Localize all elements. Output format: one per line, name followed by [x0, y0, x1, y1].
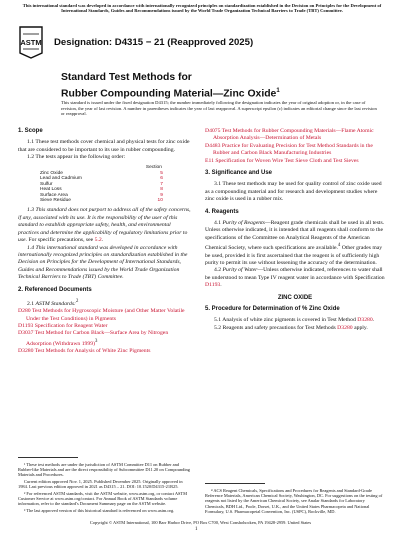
footnote: ³ The last approved version of this historical standard is referenced on www.astm.org. — [24, 508, 175, 514]
link-d3280[interactable]: D3280 — [357, 317, 373, 324]
toc-header: Section — [145, 164, 162, 170]
reference-link[interactable]: D3280 — [18, 348, 34, 355]
paragraph-3-1: 3.1 These test methods may be used for quality control of zinc oxide used as a compounding material and for research and development studies where zinc oxide is used in a rubber mix. — [205, 181, 382, 203]
title-line-1: Standard Test Methods for — [61, 72, 192, 83]
toc-row: Heat Loss 8 — [40, 187, 163, 193]
link-5-2[interactable]: 5.2 — [94, 237, 102, 244]
reference-item: D280 Test Methods for Hygroscopic Moisture (and Other Matter Volatile Under the Test Conditions) in Pigments — [18, 308, 185, 322]
paragraph-4-1: 4.1 Purity of Reagents—Reagent grade chemicals shall be used in all tests. Unless otherwise indicated, it is intended that all reagents shall conform to the specifications of the Committee on Analytical Reagents of the American Chemical Society, where such specifications are available.$^4$ Other grades may be used, provided it is first ascertained that the reagent is of sufficiently high purity to permit its use without lessening the accuracy of the determination. — [205, 220, 385, 266]
footnote: ² For referenced ASTM standards, visit the ASTM website, www.astm.org, or contact ASTM Customer Service at www.astm.org/contact. For Annual Book of ASTM Standards volume information, refer to the standard's Document Summary page on the ASTM website. — [18, 491, 188, 507]
reference-link[interactable]: D3037 — [18, 330, 34, 337]
reference-item: D3280 Test Methods for Analysis of White Zinc Pigments — [18, 348, 151, 355]
reference-link[interactable]: D4075 — [205, 128, 221, 134]
document-title — [61, 72, 280, 100]
paragraph-5-1: 5.1 Analysis of white zinc pigments is covered in Test Method D3280. — [214, 317, 375, 324]
footnote-divider — [205, 483, 265, 484]
copyright-footer: Copyright © ASTM International, 100 Barr Harbor Drive, PO Box C700, West Conshohocken, PA 19428-2959. United States — [89, 520, 312, 525]
footnote: Current edition approved Nov. 1, 2025. Published December 2025. Originally approved in 1984. Last previous edition approved in 2021 as D4315 – 21. DOI: 10.1520/D4315-21R25. — [18, 479, 183, 490]
reference-link[interactable]: E11 — [205, 157, 214, 164]
procedure-heading: 5. Procedure for Determination of % Zinc Oxide — [205, 306, 340, 313]
toc-row: Sieve Residue 10 — [40, 198, 163, 204]
reference-item: D4483 Practice for Evaluating Precision for Test Method Standards in the Rubber and Carbon Black Manufacturing Industries — [205, 142, 373, 157]
tests-order-table — [40, 164, 163, 204]
reagents-heading: 4. Reagents — [205, 208, 239, 215]
reference-link[interactable]: D1193 — [18, 323, 34, 330]
paragraph-4-2: 4.2 Purity of Water—Unless otherwise indicated, references to water shall be understood to mean Type IV reagent water in accordance with Specification D1193. — [205, 267, 385, 289]
link-d3280[interactable]: D3280 — [337, 324, 353, 331]
footnote: ⁴ ACS Reagent Chemicals, Specifications and Procedures for Reagents and Standard-Grade Reference Materials, American Chemical Society, Washington, DC. For suggestions on the testing of reagents not listed by the American Chemical Society, see Analar Standards for Laboratory Chemicals, BDH Ltd., Poole, Dorset, U.K., and the United States Pharmacopeia and National Formulary, U.S. Pharmacopeial Convention, Inc. (USPC), Rockville, MD. — [205, 488, 383, 514]
paragraph-1-2: 1.2 The tests appear in the following order: — [27, 154, 126, 161]
footnote-divider — [18, 457, 78, 458]
reference-item: D4075 Test Methods for Rubber Compounding Materials—Flame Atomic Absorption Analysis—Determination of Metals — [205, 128, 374, 142]
reference-link[interactable]: D280 — [18, 308, 31, 315]
reference-item: E11 Specification for Woven Wire Test Sieve Cloth and Test Sieves — [205, 157, 359, 164]
international-standard-note: This international standard was developed in accordance with internationally recognized principles on standardization established in the Decision on Principles for the Development of International Standards, Guides and Recommendations issued by the World Trade Organization Technical Barriers to Trade (TBT) Committee. — [22, 3, 382, 14]
link-d1193[interactable]: D1193 — [205, 282, 221, 289]
reference-item: D1193 Specification for Reagent Water — [18, 323, 108, 330]
reference-link[interactable]: D4483 — [205, 142, 221, 149]
paragraph-1-3: 1.3 This standard does not purport to address all of the safety concerns, if any, associated with its use. It is the responsibility of the user of this standard to establish appropriate safety, health, and environmental practices and determine the applicability of regulatory limitations prior to use. For specific precautions, see 5.2. — [18, 207, 191, 244]
toc-row: Sulfur 7 — [40, 181, 163, 187]
footnotes-right — [205, 488, 385, 516]
paragraph-1-4: 1.4 This international standard was developed in accordance with internationally recognized principles on standardization established in the Decision on Principles for the Development of International Standards, Guides and Recommendations issued by the World Trade Organization Technical Barriers to Trade (TBT) Committee. — [18, 244, 188, 281]
footnote: ¹ These test methods are under the jurisdiction of ASTM Committee D11 on Rubber and Rubber-like Materials and are the direct responsibility of Subcommittee D11.20 on Compounding Materials and Procedures. — [18, 462, 190, 478]
footnotes-left — [18, 462, 193, 515]
left-column — [18, 128, 193, 356]
referenced-documents-heading: 2. Referenced Documents — [18, 286, 92, 293]
title-line-2: Rubber Compounding Material—Zinc Oxide$^1$ — [61, 87, 280, 99]
reference-item: D3037 Test Method for Carbon Black—Surface Area by Nitrogen Adsorption (Withdrawn 1999)$^3$ — [18, 330, 169, 347]
astm-logo — [18, 25, 44, 59]
toc-row: Lead and Cadmium 6 — [40, 176, 163, 182]
toc-row: Surface Area 9 — [40, 192, 163, 198]
svg-text:ASTM: ASTM — [20, 38, 42, 47]
page-number: 1 — [195, 527, 198, 532]
zinc-oxide-heading: ZINC OXIDE — [277, 294, 313, 301]
paragraph-2-1: 2.1 ASTM Standards:$^2$ — [27, 298, 79, 307]
standard-issue-note: This standard is issued under the fixed designation D4315; the number immediately following the designation indicates the year of original adoption or, in the case of revision, the year of last revision. A number in parentheses indicates the year of last reapproval. A superscript epsilon (ε) indicates an editorial change since the last revision or reapproval. — [61, 100, 377, 117]
toc-row: Zinc Oxide 5 — [40, 171, 163, 177]
significance-heading: 3. Significance and Use — [205, 170, 273, 177]
designation: Designation: D4315 − 21 (Reapproved 2025) — [54, 37, 254, 48]
paragraph-1-1: 1.1 These test methods cover chemical and physical tests for zinc oxide that are considered to be important to its use in rubber compounding. — [18, 139, 190, 153]
paragraph-5-2: 5.2 Reagents and safety precautions for Test Methods D3280 apply. — [214, 324, 368, 331]
right-column — [205, 128, 385, 332]
scope-heading: 1. Scope — [18, 128, 43, 134]
